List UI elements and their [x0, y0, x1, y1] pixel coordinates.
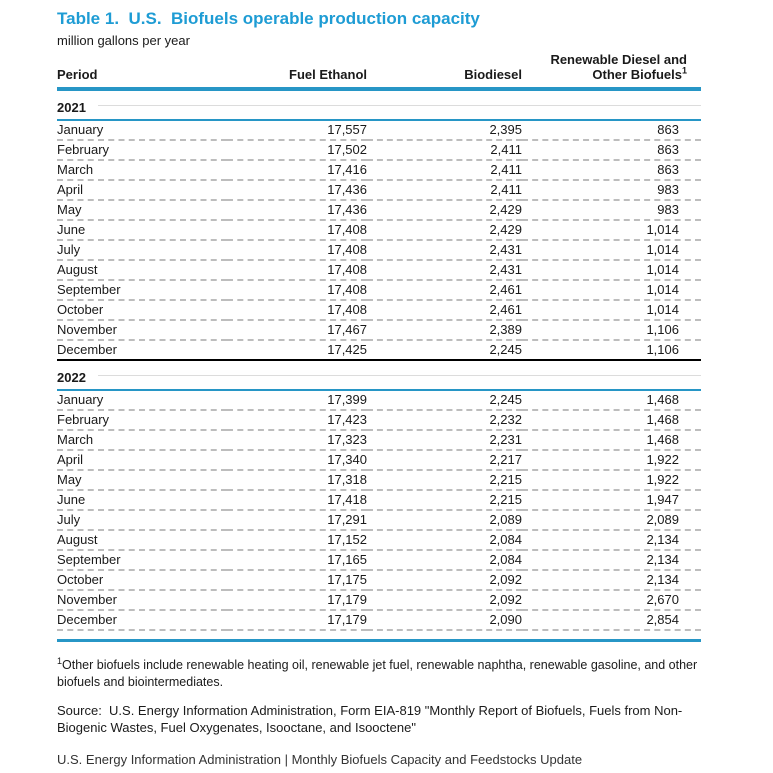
cell-renewable-diesel: 1,468 — [522, 410, 701, 430]
cell-fuel-ethanol: 17,425 — [227, 340, 367, 360]
table-row — [57, 610, 701, 630]
cell-biodiesel: 2,092 — [367, 590, 522, 610]
cell-biodiesel: 2,215 — [367, 470, 522, 490]
year-rule-line — [98, 105, 701, 106]
cell-fuel-ethanol: 17,418 — [227, 490, 367, 510]
cell-period: August — [57, 260, 227, 280]
cell-renewable-diesel: 2,134 — [522, 570, 701, 590]
table-row — [57, 340, 701, 360]
cell-fuel-ethanol: 17,399 — [227, 390, 367, 410]
year-row — [57, 360, 701, 390]
cell-renewable-diesel: 1,922 — [522, 450, 701, 470]
cell-fuel-ethanol: 17,291 — [227, 510, 367, 530]
cell-biodiesel: 2,245 — [367, 390, 522, 410]
cell-renewable-diesel: 1,947 — [522, 490, 701, 510]
cell-fuel-ethanol: 17,436 — [227, 180, 367, 200]
cell-fuel-ethanol: 17,502 — [227, 140, 367, 160]
cell-renewable-diesel: 1,106 — [522, 340, 701, 360]
cell-fuel-ethanol: 17,179 — [227, 590, 367, 610]
table-row — [57, 120, 701, 140]
table-row — [57, 240, 701, 260]
cell-renewable-diesel: 1,106 — [522, 320, 701, 340]
cell-renewable-diesel: 863 — [522, 140, 701, 160]
table-row — [57, 390, 701, 410]
cell-period: August — [57, 530, 227, 550]
section-2021 — [57, 89, 701, 360]
cell-period: February — [57, 140, 227, 160]
cell-fuel-ethanol: 17,165 — [227, 550, 367, 570]
table-row — [57, 550, 701, 570]
cell-fuel-ethanol: 17,175 — [227, 570, 367, 590]
cell-biodiesel: 2,429 — [367, 220, 522, 240]
cell-fuel-ethanol: 17,557 — [227, 120, 367, 140]
cell-fuel-ethanol: 17,408 — [227, 220, 367, 240]
cell-renewable-diesel: 1,014 — [522, 300, 701, 320]
table-row — [57, 530, 701, 550]
cell-renewable-diesel: 2,670 — [522, 590, 701, 610]
table-row — [57, 140, 701, 160]
column-header-renewable-line1: Renewable Diesel and — [550, 52, 687, 67]
cell-biodiesel: 2,461 — [367, 280, 522, 300]
cell-renewable-diesel: 863 — [522, 120, 701, 140]
cell-fuel-ethanol: 17,179 — [227, 610, 367, 630]
year-label: 2022 — [57, 370, 86, 385]
cell-fuel-ethanol: 17,467 — [227, 320, 367, 340]
cell-period: March — [57, 160, 227, 180]
cell-renewable-diesel: 2,134 — [522, 530, 701, 550]
cell-biodiesel: 2,217 — [367, 450, 522, 470]
cell-renewable-diesel: 1,468 — [522, 430, 701, 450]
cell-period: January — [57, 120, 227, 140]
year-label: 2021 — [57, 100, 86, 115]
footnote — [57, 657, 707, 691]
cell-biodiesel: 2,231 — [367, 430, 522, 450]
footnote-superscript: 1 — [57, 655, 63, 666]
cell-period: October — [57, 570, 227, 590]
cell-fuel-ethanol: 17,340 — [227, 450, 367, 470]
cell-period: June — [57, 490, 227, 510]
cell-biodiesel: 2,429 — [367, 200, 522, 220]
cell-period: December — [57, 340, 227, 360]
cell-fuel-ethanol: 17,436 — [227, 200, 367, 220]
table-row — [57, 260, 701, 280]
table-row — [57, 570, 701, 590]
cell-period: June — [57, 220, 227, 240]
table-row — [57, 200, 701, 220]
table-row — [57, 450, 701, 470]
cell-period: May — [57, 470, 227, 490]
table-row — [57, 300, 701, 320]
cell-fuel-ethanol: 17,408 — [227, 260, 367, 280]
cell-period: May — [57, 200, 227, 220]
cell-period: November — [57, 320, 227, 340]
cell-period: October — [57, 300, 227, 320]
cell-renewable-diesel: 2,134 — [522, 550, 701, 570]
table-row — [57, 320, 701, 340]
header-row — [57, 50, 701, 89]
cell-biodiesel: 2,411 — [367, 160, 522, 180]
cell-period: July — [57, 510, 227, 530]
table-row — [57, 180, 701, 200]
cell-period: February — [57, 410, 227, 430]
cell-fuel-ethanol: 17,152 — [227, 530, 367, 550]
cell-biodiesel: 2,084 — [367, 530, 522, 550]
cell-renewable-diesel: 2,854 — [522, 610, 701, 630]
cell-biodiesel: 2,431 — [367, 240, 522, 260]
cell-fuel-ethanol: 17,408 — [227, 240, 367, 260]
cell-renewable-diesel: 1,014 — [522, 280, 701, 300]
cell-fuel-ethanol: 17,423 — [227, 410, 367, 430]
cell-period: July — [57, 240, 227, 260]
year-row — [57, 89, 701, 120]
cell-biodiesel: 2,232 — [367, 410, 522, 430]
cell-biodiesel: 2,215 — [367, 490, 522, 510]
cell-biodiesel: 2,090 — [367, 610, 522, 630]
cell-biodiesel: 2,461 — [367, 300, 522, 320]
cell-fuel-ethanol: 17,416 — [227, 160, 367, 180]
cell-period: March — [57, 430, 227, 450]
cell-fuel-ethanol: 17,408 — [227, 300, 367, 320]
column-header-renewable-line2: Other Biofuels — [592, 67, 682, 82]
cell-biodiesel: 2,089 — [367, 510, 522, 530]
biofuels-capacity-table — [57, 50, 701, 631]
cell-biodiesel: 2,411 — [367, 180, 522, 200]
cell-renewable-diesel: 983 — [522, 200, 701, 220]
column-header-biodiesel: Biodiesel — [367, 50, 522, 89]
column-header-footnote-marker: 1 — [681, 65, 687, 76]
table-row — [57, 410, 701, 430]
table-row — [57, 470, 701, 490]
cell-fuel-ethanol: 17,318 — [227, 470, 367, 490]
cell-biodiesel: 2,092 — [367, 570, 522, 590]
table-row — [57, 510, 701, 530]
cell-biodiesel: 2,395 — [367, 120, 522, 140]
cell-period: September — [57, 550, 227, 570]
page-subtitle: million gallons per year — [57, 33, 190, 48]
footnote-text: Other biofuels include renewable heating oil, renewable jet fuel, renewable naphtha, renewable gasoline, and other biofuels and biointermediates. — [57, 658, 698, 689]
cell-period: April — [57, 450, 227, 470]
cell-renewable-diesel: 1,922 — [522, 470, 701, 490]
table-header — [57, 50, 701, 89]
cell-period: December — [57, 610, 227, 630]
cell-fuel-ethanol: 17,323 — [227, 430, 367, 450]
table-bottom-rule — [57, 639, 701, 642]
table-row — [57, 590, 701, 610]
table-row — [57, 430, 701, 450]
table-row — [57, 220, 701, 240]
year-rule-line — [98, 375, 701, 376]
column-header-fuel-ethanol: Fuel Ethanol — [227, 50, 367, 89]
page-title: Table 1. U.S. Biofuels operable production capacity — [57, 9, 480, 28]
table-row — [57, 280, 701, 300]
cell-biodiesel: 2,411 — [367, 140, 522, 160]
cell-renewable-diesel: 1,014 — [522, 240, 701, 260]
cell-renewable-diesel: 1,014 — [522, 260, 701, 280]
table-row — [57, 160, 701, 180]
cell-renewable-diesel: 1,468 — [522, 390, 701, 410]
cell-period: November — [57, 590, 227, 610]
cell-biodiesel: 2,245 — [367, 340, 522, 360]
section-2022 — [57, 360, 701, 630]
cell-renewable-diesel: 1,014 — [522, 220, 701, 240]
cell-period: September — [57, 280, 227, 300]
page-footer: U.S. Energy Information Administration | Monthly Biofuels Capacity and Feedstocks Update — [57, 752, 583, 767]
cell-renewable-diesel: 2,089 — [522, 510, 701, 530]
cell-biodiesel: 2,084 — [367, 550, 522, 570]
cell-biodiesel: 2,389 — [367, 320, 522, 340]
table-row — [57, 490, 701, 510]
column-header-period: Period — [57, 50, 227, 89]
cell-renewable-diesel: 863 — [522, 160, 701, 180]
cell-period: April — [57, 180, 227, 200]
source-note: Source: U.S. Energy Information Administration, Form EIA-819 "Monthly Report of Biofuels, Fuels from Non-Biogenic Wastes, Fuel Oxygenates, Isooctane, and Isooctene" — [57, 703, 683, 735]
cell-period: January — [57, 390, 227, 410]
cell-renewable-diesel: 983 — [522, 180, 701, 200]
cell-fuel-ethanol: 17,408 — [227, 280, 367, 300]
cell-biodiesel: 2,431 — [367, 260, 522, 280]
column-header-renewable-diesel — [522, 50, 701, 89]
